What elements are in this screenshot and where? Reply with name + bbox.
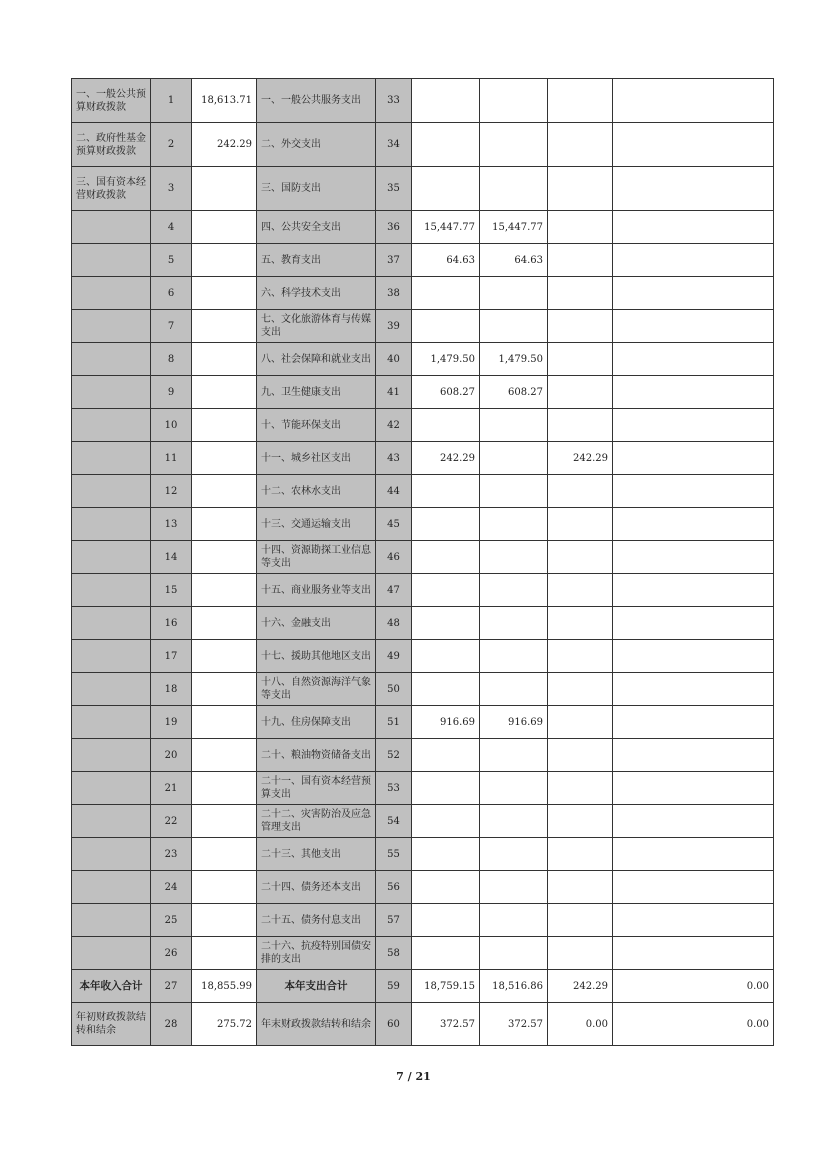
expense-item: 二十二、灾害防治及应急管理支出 (257, 805, 376, 838)
income-line-no: 17 (151, 640, 192, 673)
income-line-no: 23 (151, 838, 192, 871)
table-row (72, 475, 774, 508)
table-row (72, 310, 774, 343)
income-amount (192, 211, 257, 244)
income-amount (192, 871, 257, 904)
expense-gov-fund (548, 79, 613, 123)
expense-state-capital (613, 244, 774, 277)
expense-total (412, 640, 480, 673)
income-amount (192, 343, 257, 376)
page-current: 7 (396, 1070, 404, 1083)
income-item: 二、政府性基金预算财政拨款 (72, 123, 151, 167)
expense-item: 二十一、国有资本经营预算支出 (257, 772, 376, 805)
fiscal-appropriation-table (71, 78, 774, 1046)
income-item (72, 838, 151, 871)
expense-general-budget (480, 838, 548, 871)
expense-total (412, 79, 480, 123)
expense-total (412, 409, 480, 442)
expense-line-no: 40 (376, 343, 412, 376)
expense-state-capital (613, 739, 774, 772)
expense-general-budget (480, 607, 548, 640)
income-item (72, 409, 151, 442)
expense-total (412, 904, 480, 937)
income-total-amount: 18,855.99 (192, 970, 257, 1003)
table-row (72, 739, 774, 772)
income-line-no: 7 (151, 310, 192, 343)
income-line-no: 4 (151, 211, 192, 244)
income-amount (192, 772, 257, 805)
total-row (72, 970, 774, 1003)
expense-state-capital (613, 640, 774, 673)
income-line-no: 15 (151, 574, 192, 607)
income-line-no: 25 (151, 904, 192, 937)
expense-gov-fund (548, 673, 613, 706)
expense-state-capital (613, 541, 774, 574)
expense-item: 二十五、债务付息支出 (257, 904, 376, 937)
income-item: 一、一般公共预算财政拨款 (72, 79, 151, 123)
expense-line-no: 48 (376, 607, 412, 640)
expense-general-budget (480, 277, 548, 310)
expense-line-no: 37 (376, 244, 412, 277)
income-item (72, 706, 151, 739)
expense-line-no: 53 (376, 772, 412, 805)
expense-state-capital (613, 838, 774, 871)
expense-gov-fund (548, 475, 613, 508)
income-item (72, 640, 151, 673)
expense-carry-general: 372.57 (480, 1003, 548, 1046)
expense-item: 二、外交支出 (257, 123, 376, 167)
income-amount: 18,613.71 (192, 79, 257, 123)
income-line-no: 24 (151, 871, 192, 904)
expense-general-budget (480, 937, 548, 970)
income-line-no: 11 (151, 442, 192, 475)
expense-gov-fund (548, 244, 613, 277)
expense-general-budget: 608.27 (480, 376, 548, 409)
income-item (72, 871, 151, 904)
expense-general-budget: 64.63 (480, 244, 548, 277)
income-amount (192, 167, 257, 211)
expense-general-budget (480, 475, 548, 508)
income-line-no: 12 (151, 475, 192, 508)
expense-general-budget (480, 739, 548, 772)
expense-gov-fund (548, 937, 613, 970)
expense-total (412, 310, 480, 343)
expense-item: 四、公共安全支出 (257, 211, 376, 244)
table-row (72, 937, 774, 970)
income-item (72, 937, 151, 970)
expense-gov-fund (548, 541, 613, 574)
income-carry-label: 年初财政拨款结转和结余 (72, 1003, 151, 1046)
expense-item: 二十、粮油物资储备支出 (257, 739, 376, 772)
table-row (72, 838, 774, 871)
page-separator: / (407, 1070, 412, 1083)
expense-total: 64.63 (412, 244, 480, 277)
income-line-no: 2 (151, 123, 192, 167)
income-amount (192, 310, 257, 343)
expense-state-capital (613, 211, 774, 244)
income-amount (192, 640, 257, 673)
table-row (72, 376, 774, 409)
income-item (72, 673, 151, 706)
expense-gov-fund (548, 739, 613, 772)
expense-general-budget (480, 673, 548, 706)
expense-general-budget (480, 772, 548, 805)
expense-gov-fund (548, 838, 613, 871)
carryover-row (72, 1003, 774, 1046)
expense-line-no: 49 (376, 640, 412, 673)
expense-total-general: 18,516.86 (480, 970, 548, 1003)
income-total-label: 本年收入合计 (72, 970, 151, 1003)
table-row (72, 508, 774, 541)
income-line-no: 6 (151, 277, 192, 310)
expense-total (412, 277, 480, 310)
expense-line-no: 36 (376, 211, 412, 244)
expense-line-no: 58 (376, 937, 412, 970)
income-line-no: 10 (151, 409, 192, 442)
table-row (72, 409, 774, 442)
income-amount (192, 376, 257, 409)
table-row (72, 123, 774, 167)
income-line-no: 19 (151, 706, 192, 739)
income-line-no: 5 (151, 244, 192, 277)
expense-state-capital (613, 574, 774, 607)
expense-state-capital (613, 508, 774, 541)
expense-item: 七、文化旅游体育与传媒支出 (257, 310, 376, 343)
income-amount (192, 574, 257, 607)
income-item (72, 244, 151, 277)
income-amount (192, 277, 257, 310)
table-body (72, 79, 774, 970)
expense-state-capital (613, 706, 774, 739)
income-line-no: 16 (151, 607, 192, 640)
table-row (72, 79, 774, 123)
expense-item: 十八、自然资源海洋气象等支出 (257, 673, 376, 706)
expense-total (412, 508, 480, 541)
expense-general-budget (480, 167, 548, 211)
page-indicator (0, 1070, 827, 1083)
expense-total (412, 772, 480, 805)
income-amount (192, 475, 257, 508)
expense-gov-fund (548, 277, 613, 310)
expense-general-budget (480, 640, 548, 673)
expense-state-capital (613, 310, 774, 343)
income-line-no: 14 (151, 541, 192, 574)
expense-gov-fund (548, 508, 613, 541)
expense-total (412, 167, 480, 211)
income-amount (192, 838, 257, 871)
expense-general-budget: 916.69 (480, 706, 548, 739)
expense-line-no: 56 (376, 871, 412, 904)
expense-total (412, 871, 480, 904)
expense-total-state: 0.00 (613, 970, 774, 1003)
income-line-no: 18 (151, 673, 192, 706)
income-item (72, 277, 151, 310)
expense-general-budget (480, 904, 548, 937)
expense-item: 十、节能环保支出 (257, 409, 376, 442)
expense-line-no: 33 (376, 79, 412, 123)
table-row (72, 772, 774, 805)
income-item (72, 541, 151, 574)
expense-gov-fund: 242.29 (548, 442, 613, 475)
expense-gov-fund (548, 607, 613, 640)
income-item (72, 739, 151, 772)
expense-total-label: 本年支出合计 (257, 970, 376, 1003)
table-row (72, 343, 774, 376)
expense-line-no: 44 (376, 475, 412, 508)
income-line-no: 26 (151, 937, 192, 970)
table-row (72, 574, 774, 607)
expense-state-capital (613, 343, 774, 376)
table-row (72, 541, 774, 574)
income-amount (192, 706, 257, 739)
expense-item: 十七、援助其他地区支出 (257, 640, 376, 673)
income-item (72, 904, 151, 937)
income-line-no: 20 (151, 739, 192, 772)
expense-state-capital (613, 79, 774, 123)
table-row (72, 640, 774, 673)
income-line-no: 13 (151, 508, 192, 541)
expense-general-budget (480, 310, 548, 343)
expense-total-fund: 242.29 (548, 970, 613, 1003)
table-row (72, 442, 774, 475)
expense-line-no: 47 (376, 574, 412, 607)
expense-carry-no: 60 (376, 1003, 412, 1046)
expense-gov-fund (548, 211, 613, 244)
expense-line-no: 35 (376, 167, 412, 211)
income-line-no: 9 (151, 376, 192, 409)
expense-total (412, 541, 480, 574)
expense-state-capital (613, 442, 774, 475)
expense-line-no: 42 (376, 409, 412, 442)
expense-item: 十五、商业服务业等支出 (257, 574, 376, 607)
table-row (72, 277, 774, 310)
expense-line-no: 34 (376, 123, 412, 167)
expense-total (412, 739, 480, 772)
income-item (72, 376, 151, 409)
expense-state-capital (613, 475, 774, 508)
income-amount (192, 937, 257, 970)
income-amount: 242.29 (192, 123, 257, 167)
expense-state-capital (613, 904, 774, 937)
expense-carry-total: 372.57 (412, 1003, 480, 1046)
expense-line-no: 50 (376, 673, 412, 706)
table-row (72, 805, 774, 838)
expense-line-no: 55 (376, 838, 412, 871)
table-row (72, 673, 774, 706)
expense-line-no: 51 (376, 706, 412, 739)
income-item (72, 442, 151, 475)
income-line-no: 3 (151, 167, 192, 211)
expense-total: 608.27 (412, 376, 480, 409)
income-carry-no: 28 (151, 1003, 192, 1046)
table-row (72, 706, 774, 739)
expense-gov-fund (548, 772, 613, 805)
expense-total: 15,447.77 (412, 211, 480, 244)
expense-line-no: 54 (376, 805, 412, 838)
expense-line-no: 45 (376, 508, 412, 541)
income-amount (192, 805, 257, 838)
table-row (72, 871, 774, 904)
expense-carry-label: 年末财政拨款结转和结余 (257, 1003, 376, 1046)
expense-state-capital (613, 772, 774, 805)
income-item (72, 211, 151, 244)
income-item (72, 805, 151, 838)
expense-line-no: 43 (376, 442, 412, 475)
income-amount (192, 673, 257, 706)
income-item: 三、国有资本经营财政拨款 (72, 167, 151, 211)
expense-general-budget (480, 123, 548, 167)
expense-state-capital (613, 673, 774, 706)
expense-gov-fund (548, 805, 613, 838)
expense-total (412, 574, 480, 607)
expense-item: 十九、住房保障支出 (257, 706, 376, 739)
expense-general-budget (480, 79, 548, 123)
expense-general-budget (480, 508, 548, 541)
expense-gov-fund (548, 409, 613, 442)
expense-item: 一、一般公共服务支出 (257, 79, 376, 123)
expense-gov-fund (548, 123, 613, 167)
table-row (72, 167, 774, 211)
income-carry-amount: 275.72 (192, 1003, 257, 1046)
income-amount (192, 541, 257, 574)
expense-item: 十四、资源勘探工业信息等支出 (257, 541, 376, 574)
expense-state-capital (613, 805, 774, 838)
expense-line-no: 39 (376, 310, 412, 343)
expense-state-capital (613, 277, 774, 310)
expense-item: 十二、农林水支出 (257, 475, 376, 508)
expense-gov-fund (548, 640, 613, 673)
expense-line-no: 52 (376, 739, 412, 772)
expense-item: 八、社会保障和就业支出 (257, 343, 376, 376)
expense-item: 五、教育支出 (257, 244, 376, 277)
expense-total (412, 838, 480, 871)
expense-item: 十六、金融支出 (257, 607, 376, 640)
table-row (72, 904, 774, 937)
expense-total (412, 805, 480, 838)
expense-total (412, 475, 480, 508)
expense-item: 二十六、抗疫特别国债安排的支出 (257, 937, 376, 970)
income-item (72, 310, 151, 343)
income-amount (192, 244, 257, 277)
expense-state-capital (613, 937, 774, 970)
expense-total-total: 18,759.15 (412, 970, 480, 1003)
expense-general-budget (480, 409, 548, 442)
expense-general-budget: 1,479.50 (480, 343, 548, 376)
expense-line-no: 38 (376, 277, 412, 310)
expense-gov-fund (548, 574, 613, 607)
expense-line-no: 57 (376, 904, 412, 937)
expense-gov-fund (548, 706, 613, 739)
expense-state-capital (613, 123, 774, 167)
expense-total: 242.29 (412, 442, 480, 475)
table-row (72, 607, 774, 640)
expense-gov-fund (548, 343, 613, 376)
income-item (72, 508, 151, 541)
page-total: 21 (415, 1070, 431, 1083)
expense-general-budget (480, 442, 548, 475)
expense-total: 1,479.50 (412, 343, 480, 376)
expense-item: 十一、城乡社区支出 (257, 442, 376, 475)
expense-total-no: 59 (376, 970, 412, 1003)
expense-gov-fund (548, 167, 613, 211)
income-total-no: 27 (151, 970, 192, 1003)
income-amount (192, 409, 257, 442)
expense-gov-fund (548, 871, 613, 904)
income-item (72, 772, 151, 805)
expense-general-budget (480, 871, 548, 904)
income-amount (192, 739, 257, 772)
income-item (72, 607, 151, 640)
expense-total (412, 673, 480, 706)
income-line-no: 21 (151, 772, 192, 805)
expense-state-capital (613, 409, 774, 442)
table-row (72, 244, 774, 277)
income-amount (192, 607, 257, 640)
income-line-no: 22 (151, 805, 192, 838)
table-row (72, 211, 774, 244)
expense-general-budget (480, 805, 548, 838)
income-amount (192, 904, 257, 937)
expense-carry-state: 0.00 (613, 1003, 774, 1046)
expense-item: 二十四、债务还本支出 (257, 871, 376, 904)
income-line-no: 8 (151, 343, 192, 376)
income-amount (192, 442, 257, 475)
expense-total: 916.69 (412, 706, 480, 739)
expense-total (412, 937, 480, 970)
expense-general-budget (480, 541, 548, 574)
income-item (72, 475, 151, 508)
expense-item: 九、卫生健康支出 (257, 376, 376, 409)
income-item (72, 574, 151, 607)
expense-total (412, 123, 480, 167)
expense-state-capital (613, 376, 774, 409)
expense-carry-fund: 0.00 (548, 1003, 613, 1046)
expense-general-budget: 15,447.77 (480, 211, 548, 244)
expense-item: 二十三、其他支出 (257, 838, 376, 871)
income-line-no: 1 (151, 79, 192, 123)
expense-line-no: 46 (376, 541, 412, 574)
income-amount (192, 508, 257, 541)
expense-state-capital (613, 871, 774, 904)
expense-state-capital (613, 167, 774, 211)
expense-general-budget (480, 574, 548, 607)
expense-item: 三、国防支出 (257, 167, 376, 211)
expense-gov-fund (548, 376, 613, 409)
income-item (72, 343, 151, 376)
expense-item: 六、科学技术支出 (257, 277, 376, 310)
expense-gov-fund (548, 904, 613, 937)
expense-gov-fund (548, 310, 613, 343)
expense-state-capital (613, 607, 774, 640)
expense-line-no: 41 (376, 376, 412, 409)
expense-item: 十三、交通运输支出 (257, 508, 376, 541)
expense-total (412, 607, 480, 640)
